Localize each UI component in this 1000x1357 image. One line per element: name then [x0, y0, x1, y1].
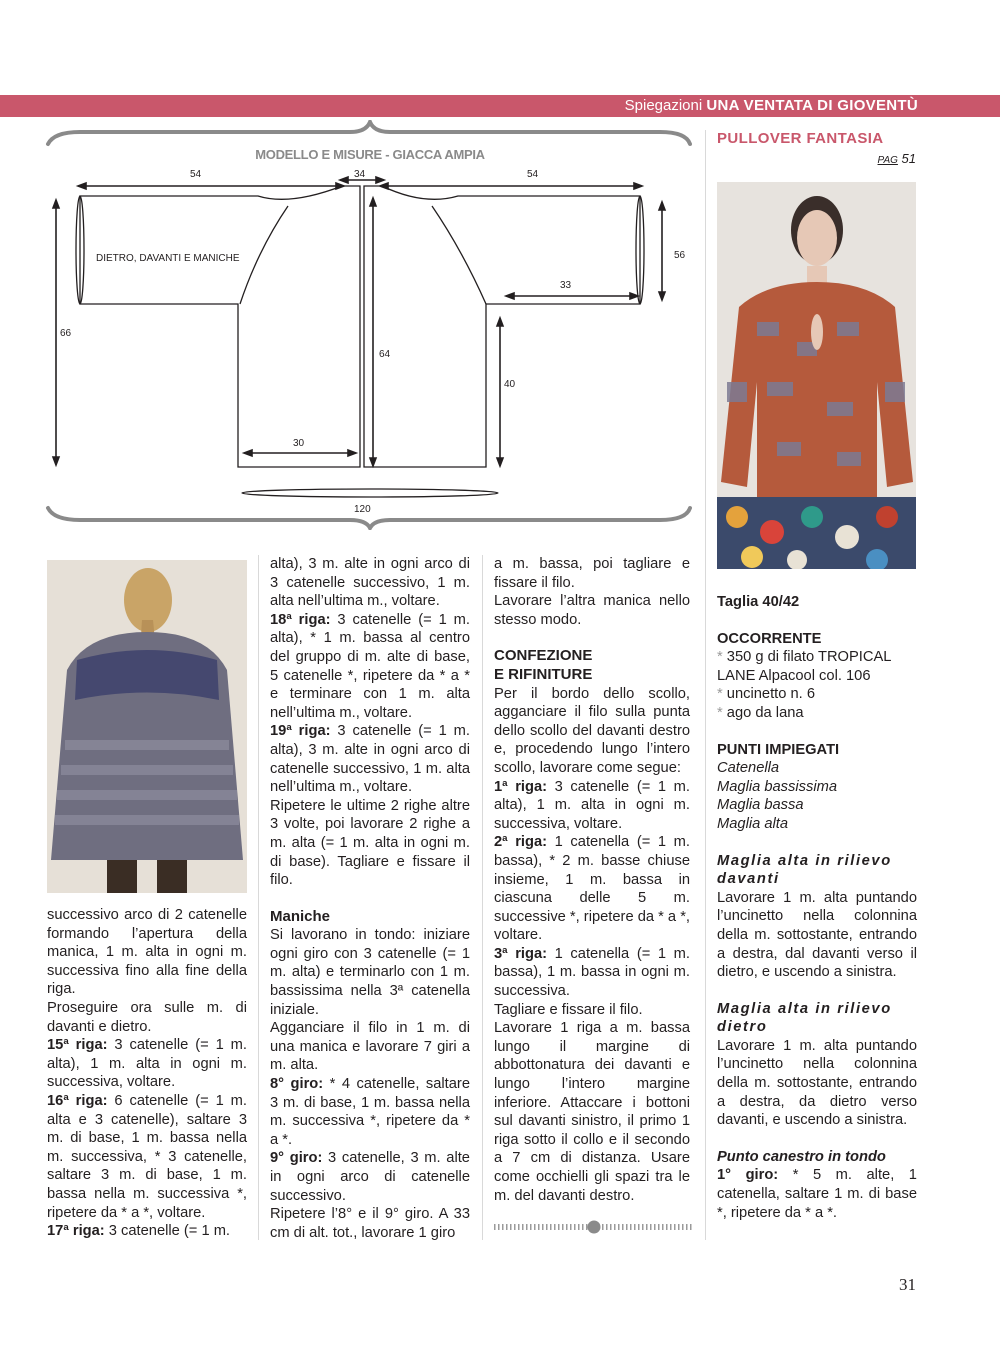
col2-repeat: Ripetere le ultime 2 righe altre 3 volte, poi lavorare 2 righe a m. alta (= 1 m. alta in ogni m. di base). Tagliare e fissare il filo. [270, 797, 470, 889]
measure-sleeve-left: 54 [190, 169, 202, 180]
taglia: Taglia 40/42 [717, 594, 800, 610]
jacket-back-photo [47, 560, 247, 893]
col1-row15: 15ª riga: 3 catenelle (= 1 m. alta), 1 m. alta in ogni m. successiva, voltare. [47, 1037, 247, 1091]
page-number: 31 [899, 1275, 916, 1294]
rilievo-davanti-heading: Maglia alta in rilievo davanti [717, 852, 892, 888]
col2-ripetere: Ripetere l’8° e il 9° giro. A 33 cm di alt. tot., lavorare 1 giro [270, 1206, 470, 1241]
col2-giro9: 9° giro: 3 catenelle, 3 m. alte in ogni arco di catenelle successivo. [270, 1150, 470, 1204]
text-column-3 [494, 555, 690, 1205]
punto-item: Maglia bassissima [717, 778, 837, 795]
decorative-slider [494, 1219, 694, 1235]
header-title: UNA VENTATA DI GIOVENTÙ [706, 97, 918, 114]
col2-intro: alta), 3 m. alte in ogni arco di 3 catenelle successivo, 1 m. alta nell’ultima m., voltare. [270, 556, 470, 610]
sidebar-title: PULLOVER FANTASIA [717, 130, 884, 147]
maniche-heading: Maniche [270, 907, 331, 925]
col3-tagliare: Tagliare e fissare il filo. [494, 1001, 643, 1018]
col1-intro: successivo arco di 2 catenelle formando l’apertura della manica, 1 m. alta in ogni m. successiva fino alla fine della riga. [47, 907, 247, 998]
measure-front-height: 64 [379, 349, 391, 360]
canestro-heading: Punto canestro in tondo [717, 1148, 886, 1165]
pattern-diagram [40, 120, 700, 530]
measure-side-height: 40 [504, 379, 516, 390]
col1-row16: 16ª riga: 6 catenelle (= 1 m. alta e 3 catenelle), saltare 3 m. di base, 1 m. bassa nella m. successiva, * 3 catenelle, saltare 3 m. di base, 1 m. bassa nella m. successiva *, ripetere da * a *, voltare. [47, 1092, 247, 1221]
sidebar-text [717, 593, 917, 1222]
col3-finale: Lavorare 1 riga a m. bassa lungo il margine di abbottonatura dei davanti e lungo l’intero margine inferiore. Attaccare i bottoni sul davanti sinistro, il primo 1 riga sotto il collo e il secondo a 7 cm di distanza. Usare come occhielli gli spazi tra le m. del davanti destro. [494, 1020, 690, 1204]
measure-total-height: 66 [60, 328, 72, 339]
col3-row2: 2ª riga: 1 catenella (= 1 m. bassa), * 2 m. basse chiuse insieme, 1 m. bassa in ciascuna delle 5 m. successive *, ripetere da * a *, voltare. [494, 834, 690, 944]
occorrente-item: * ago da lana [717, 704, 804, 721]
occorrente-item: * 350 g di filato TROPICAL LANE Alpacool col. 106 [717, 649, 891, 684]
measure-sleeve-right: 54 [527, 169, 539, 180]
occorrente-heading: OCCORRENTE [717, 630, 822, 647]
col2-row18: 18ª riga: 3 catenelle (= 1 m. alta), * 1 m. bassa al centro del gruppo di m. alte di base, 5 catenelle *, ripetere da * a * e terminare con 1 m. alta nell’ultima m., voltare. [270, 611, 470, 721]
rilievo-dietro-heading: Maglia alta in rilievo dietro [717, 1000, 892, 1036]
header-bar [0, 95, 1000, 117]
column-divider [258, 555, 259, 1240]
punto-item: Catenella [717, 760, 780, 777]
punto-item: Maglia alta [717, 815, 789, 832]
measure-sleeve-width: 56 [674, 250, 686, 261]
col1-proseguire: Proseguire ora sulle m. di davanti e dietro. [47, 999, 247, 1035]
left-half-outline [80, 186, 360, 467]
col2-giro8: 8° giro: * 4 catenelle, saltare 3 m. di base, 1 m. bassa nella m. successiva *, ripetere da * a *. [270, 1076, 470, 1148]
punto-item: Maglia bassa [717, 797, 804, 814]
col3-bordo: Per il bordo dello scollo, agganciare il filo sulla punta dello scollo del davanti destro e, procedendo lungo l’intero scollo, lavorare come segue: [494, 685, 690, 776]
text-column-2 [270, 555, 470, 1242]
measure-sleeve-inner: 33 [560, 280, 572, 291]
raglan-left [240, 206, 288, 304]
measure-bottom-half: 30 [293, 438, 305, 449]
col3-intro: a m. bassa, poi tagliare e fissare il filo. [494, 556, 690, 591]
canestro-giro1: 1° giro: * 5 m. alte, 1 catenella, saltare 1 m. di base *, ripetere da * a *. [717, 1167, 917, 1221]
pullover-illustration [717, 182, 916, 569]
col2-row19: 19ª riga: 3 catenelle (= 1 m. alta), 3 m. alte in ogni arco di catenelle successivo, 1 m. alta nell’ultima m., voltare. [270, 723, 470, 796]
col3-row1: 1ª riga: 3 catenelle (= 1 m. alta), 1 m. alta in ogni m. successiva, voltare. [494, 778, 690, 832]
col1-row17: 17ª riga: 3 catenelle (= 1 m. [47, 1223, 231, 1240]
diagram-label: DIETRO, DAVANTI E MANICHE [96, 253, 240, 264]
top-brace [48, 122, 690, 144]
col3-altra-manica: Lavorare l’altra manica nello stesso modo. [494, 593, 690, 628]
rilievo-dietro-text: Lavorare 1 m. alta puntando l’uncinetto nella colonnina della m. sottostante, entrando a destra, da dietro verso davanti, e uscendo a sinistra. [717, 1037, 917, 1129]
rilievo-davanti-text: Lavorare 1 m. alta puntando l’uncinetto nella colonnina della m. sottostante, entrando a destra, dal davanti verso il dietro, e uscendo a sinistra. [717, 889, 917, 981]
measure-center: 34 [354, 169, 366, 180]
col3-row3: 3ª riga: 1 catenella (= 1 m. bassa), 1 m. bassa in ogni m. successiva. [494, 945, 690, 1000]
confezione-heading: CONFEZIONE E RIFINITURE [494, 647, 593, 683]
raglan-right [432, 206, 486, 304]
jacket-back-illustration [47, 560, 247, 893]
punti-heading: PUNTI IMPIEGATI [717, 741, 840, 758]
text-column-1 [47, 906, 247, 1241]
pullover-photo [717, 182, 916, 569]
col2-maniche: Si lavorano in tondo: iniziare ogni giro con 3 catenelle (= 1 m. alta) e terminarlo con 1 m. bassissima nella 3ª catenella iniziale. [270, 927, 470, 1018]
occorrente-item: * uncinetto n. 6 [717, 686, 815, 703]
header-section: Spiegazioni [624, 97, 703, 114]
measure-bottom-total: 120 [354, 504, 371, 515]
column-divider [482, 555, 483, 1240]
diagram-drawing [40, 120, 700, 530]
sidebar-divider [705, 130, 706, 1240]
page-reference: PAG 51 [877, 151, 916, 166]
diagram-title: MODELLO E MISURE - GIACCA AMPIA [255, 147, 485, 162]
col2-agganciare: Agganciare il filo in 1 m. di una manica e lavorare 7 giri a m. alta. [270, 1020, 470, 1074]
